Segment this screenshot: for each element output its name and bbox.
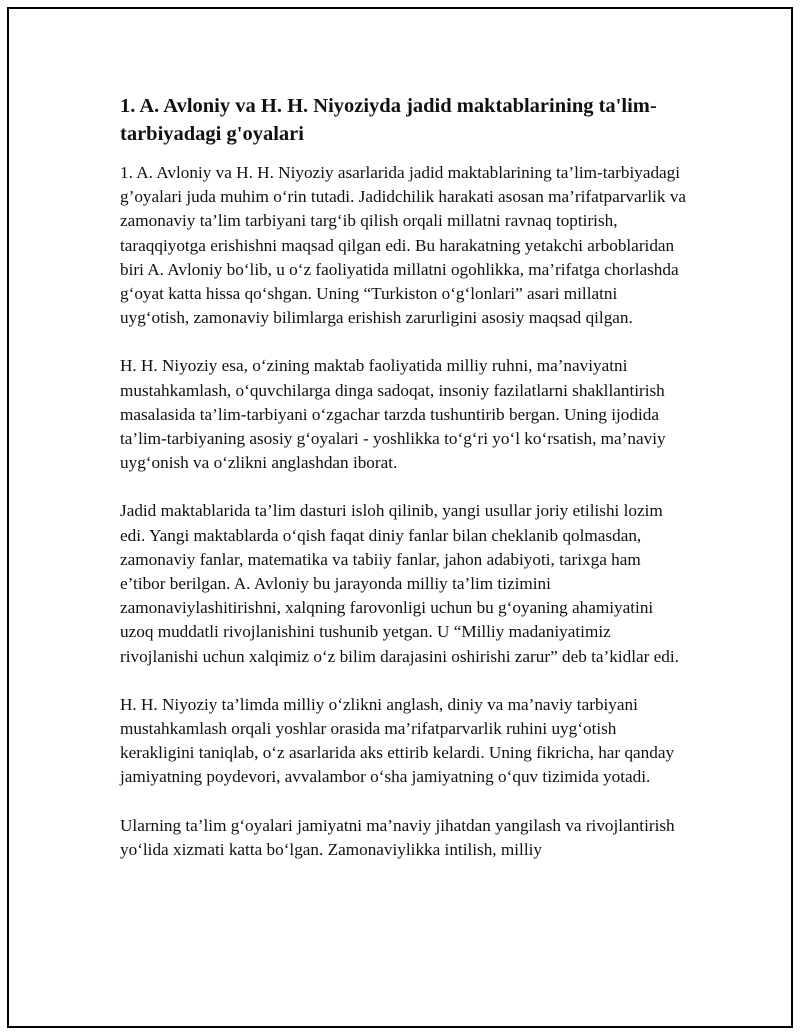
paragraph-5: Ularning ta’lim g‘oyalari jamiyatni ma’naviy jihatdan yangilash va rivojlantirish yo‘lida xizmati katta bo‘lgan. Zamonaviylikka intilish, milliy [120, 815, 675, 859]
page-frame [7, 7, 793, 1028]
paragraph-3: Jadid maktablarida ta’lim dasturi isloh qilinib, yangi usullar joriy etilishi lozim edi. Yangi maktablarda o‘qish faqat diniy fanlar bilan cheklanib qolmasdan, zamonaviy fanlar, matematika va tabiiy fanlar, jahon adabiyoti, tarixga ham e’tibor berilgan. A. Avloniy bu jarayonda milliy ta’lim tizimini zamonaviylashitirishni, xalqning farovonligi uchun bu g‘oyaning ahamiyatini uzoq muddatli rivojlanishini tushunib yetgan. U “Milliy madaniyatimiz rivojlanishi uchun xalqimiz o‘z bilim darajasini oshirishi zarur” deb ta’kidlar edi. [120, 501, 679, 666]
document-title: 1. A. Avloniy va H. H. Niyoziyda jadid maktablarining ta'lim-tarbiyadagi g'oyalari [120, 95, 657, 145]
paragraph-1: 1. A. Avloniy va H. H. Niyoziy asarlarida jadid maktablarining ta’lim-tarbiyadagi g’oyalari juda muhim o‘rin tutadi. Jadidchilik harakati asosan ma’rifatparvarlik va zamonaviy ta’lim tarbiyani targ‘ib qilish orqali millatni ravnaq toptirish, taraqqiyotga erishishni maqsad qilgan edi. Bu harakatning yetakchi arboblaridan biri A. Avloniy bo‘lib, u o‘z faoliyatida millatni ogohlikka, ma’rifatga chorlashda g‘oyat katta hissa qo‘shgan. Uning “Turkiston o‘g‘lonlari” asari millatni uyg‘otish, zamonaviy bilimlarga erishish zarurligini asosiy maqsad qilgan. [120, 163, 687, 328]
paragraph-2: H. H. Niyoziy esa, o‘zining maktab faoliyatida milliy ruhni, ma’naviyatni mustahkamlash, o‘quvchilarga dinga sadoqat, insoniy fazilatlarni shakllantirish masalasida ta’lim-tarbiyani o‘zgachar tarzda tushuntirib bergan. Uning ijodida ta’lim-tarbiyaning asosiy g‘oyalari - yoshlikka to‘g‘ri yo‘l ko‘rsatish, ma’naviy uyg‘onish va o‘zlikni anglashdan iborat. [120, 356, 666, 473]
paragraph-4: H. H. Niyoziy ta’limda milliy o‘zlikni anglash, diniy va ma’naviy tarbiyani mustahkamlash orqali yoshlar orasida ma’rifatparvarlik ruhini uyg‘otish kerakligini taniqlab, o‘z asarlarida aks ettirib kelardi. Uning fikricha, har qanday jamiyatning poydevori, avvalambor o‘sha jamiyatning o‘quv tizimida yotadi. [120, 694, 675, 787]
document-body [120, 92, 690, 886]
